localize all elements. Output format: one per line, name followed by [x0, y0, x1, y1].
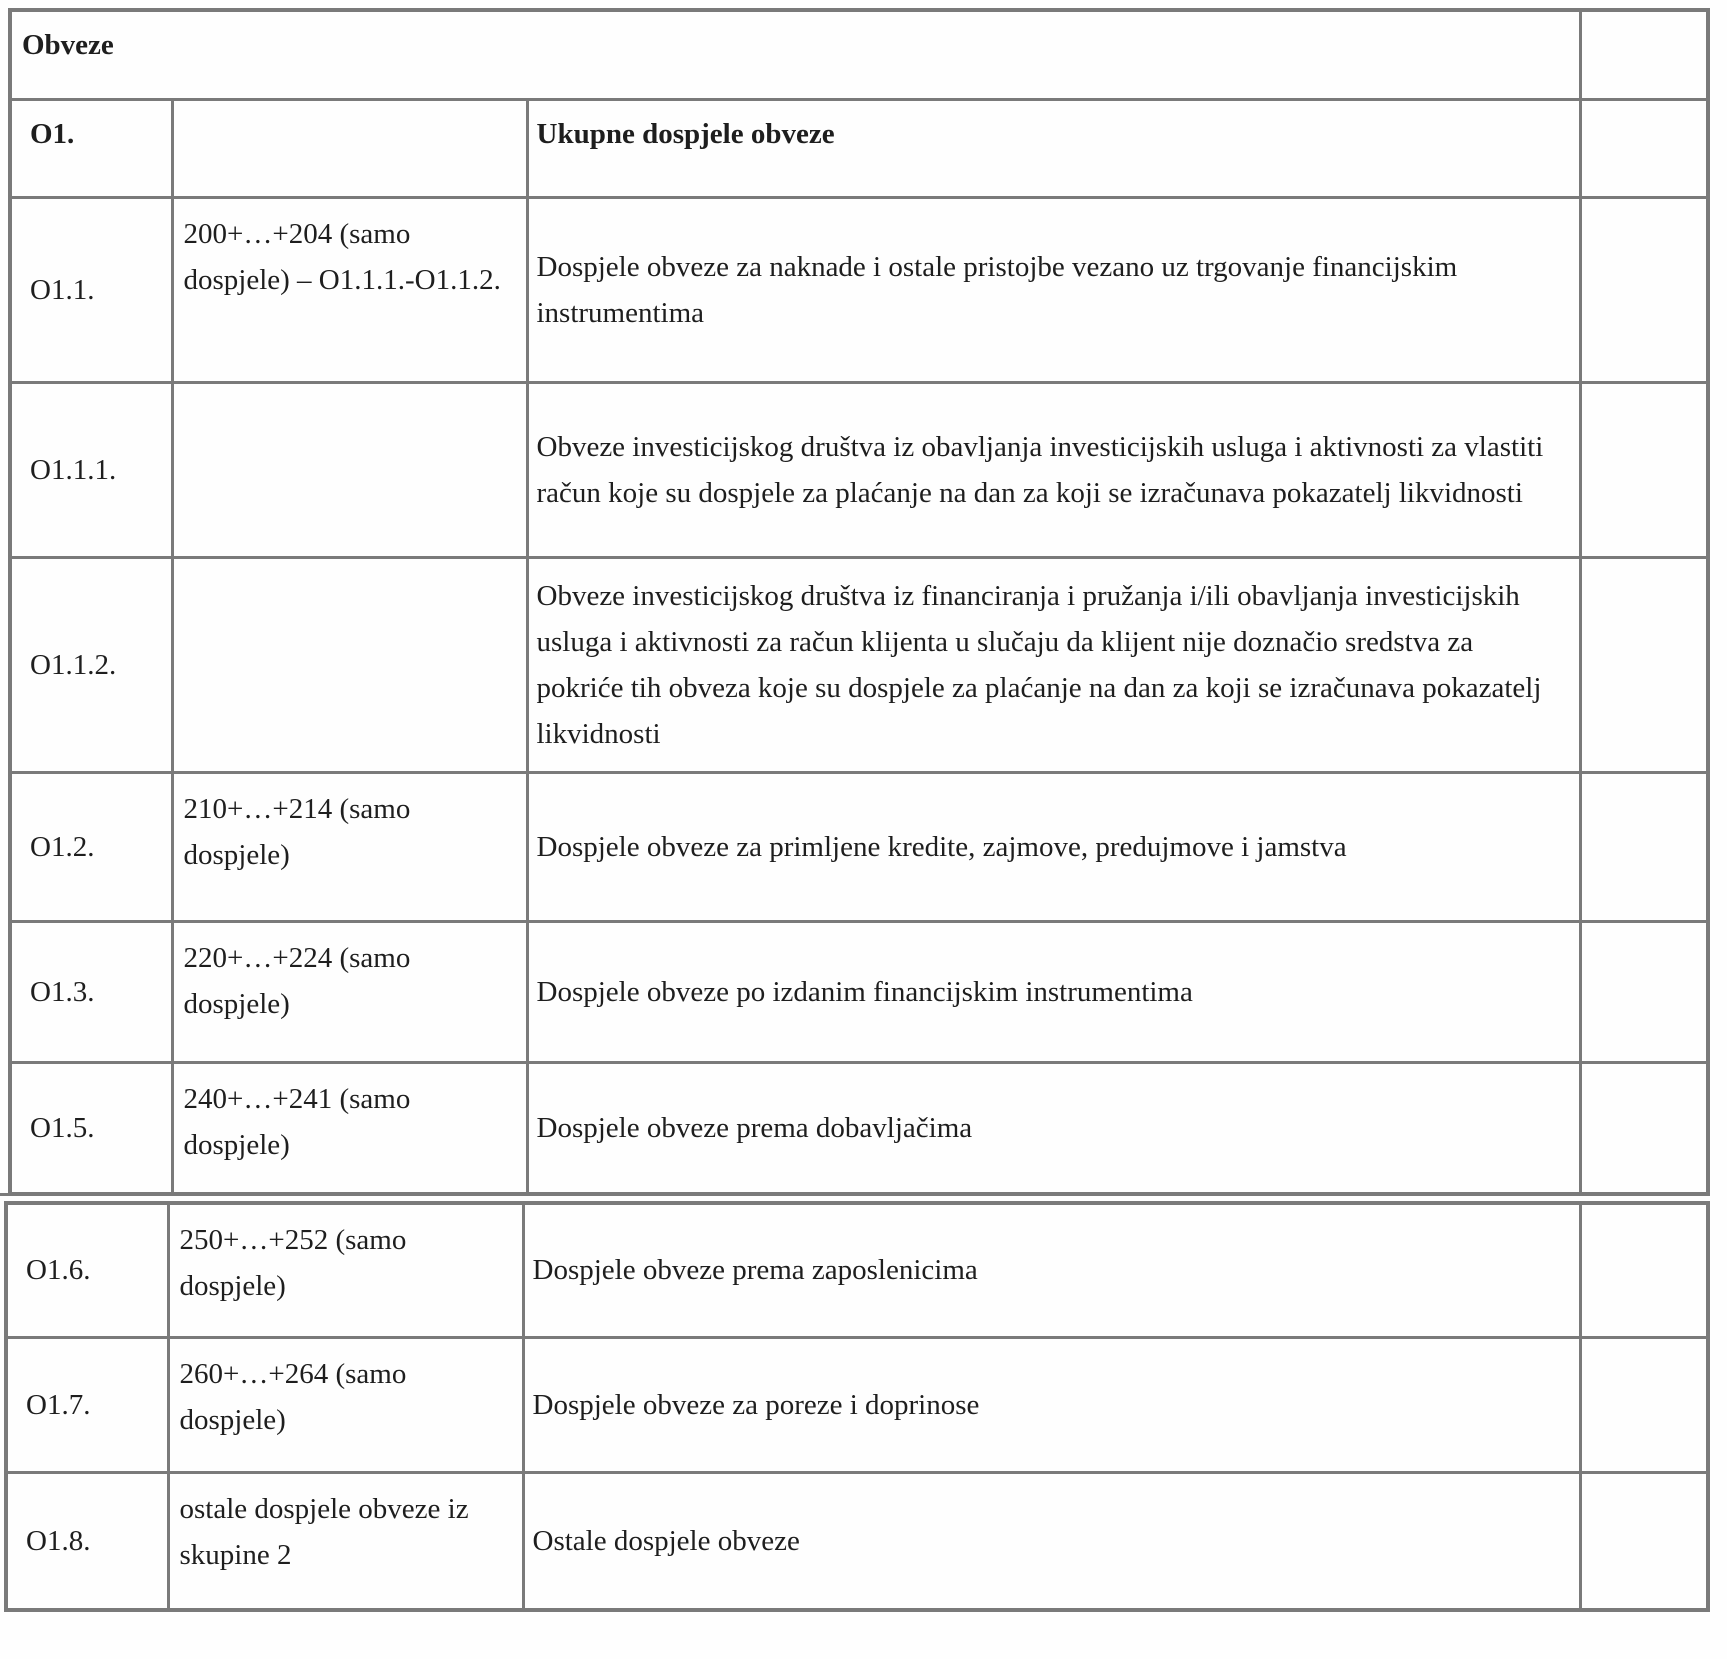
row-description-cell: Dospjele obveze za naknade i ostale pristojbe vezano uz trgovanje financijskim instrumentima — [527, 197, 1580, 382]
row-description-cell: Dospjele obveze za primljene kredite, zajmove, predujmove i jamstva — [527, 772, 1580, 921]
row-formula-cell: 210+…+214 (samo dospjele) — [172, 772, 527, 921]
table-row — [10, 921, 1708, 1062]
row-value-cell — [1580, 1337, 1708, 1472]
obveze-table-upper — [8, 8, 1710, 1196]
row-code-cell: O1.8. — [6, 1472, 168, 1610]
row-formula-cell: 260+…+264 (samo dospjele) — [168, 1337, 523, 1472]
row-description-cell: Ukupne dospjele obveze — [527, 99, 1580, 197]
section-title: Obveze — [10, 10, 1580, 99]
row-description-cell: Ostale dospjele obveze — [523, 1472, 1580, 1610]
table-row-title — [10, 10, 1708, 99]
row-code-cell: O1.2. — [10, 772, 172, 921]
table-row — [10, 99, 1708, 197]
row-code-cell: O1.1.1. — [10, 382, 172, 557]
row-formula-cell: 220+…+224 (samo dospjele) — [172, 921, 527, 1062]
table-row — [10, 557, 1708, 772]
table-row — [10, 1062, 1708, 1194]
row-formula-cell — [172, 382, 527, 557]
row-code-cell: O1.1.2. — [10, 557, 172, 772]
row-code-cell: O1.7. — [6, 1337, 168, 1472]
page-break-line — [0, 1193, 1706, 1196]
table-row — [10, 772, 1708, 921]
row-formula-cell: 250+…+252 (samo dospjele) — [168, 1203, 523, 1337]
row-value-cell — [1580, 557, 1708, 772]
row-code-cell: O1. — [10, 99, 172, 197]
row-description-cell: Dospjele obveze za poreze i doprinose — [523, 1337, 1580, 1472]
row-description-cell: Dospjele obveze prema dobavljačima — [527, 1062, 1580, 1194]
row-value-cell — [1580, 1472, 1708, 1610]
row-code-cell: O1.5. — [10, 1062, 172, 1194]
row-code-cell: O1.6. — [6, 1203, 168, 1337]
row-value-cell — [1580, 99, 1708, 197]
row-value-cell — [1580, 197, 1708, 382]
row-description-cell: Obveze investicijskog društva iz obavljanja investicijskih usluga i aktivnosti za vlastiti račun koje su dospjele za plaćanje na dan za koji se izračunava pokazatelj likvidnosti — [527, 382, 1580, 557]
row-description-cell: Obveze investicijskog društva iz financiranja i pružanja i/ili obavljanja investicijskih usluga i aktivnosti za račun klijenta u slučaju da klijent nije doznačio sredstva za pokriće tih obveza koje su dospjele za plaćanje na dan za koji se izračunava pokazatelj likvidnosti — [527, 557, 1580, 772]
row-value-cell — [1580, 1062, 1708, 1194]
row-value-cell — [1580, 382, 1708, 557]
row-value-cell — [1580, 921, 1708, 1062]
row-value-cell — [1580, 1203, 1708, 1337]
row-value-cell — [1580, 10, 1708, 99]
row-formula-cell: 200+…+204 (samo dospjele) – O1.1.1.-O1.1.2. — [172, 197, 527, 382]
row-code-cell: O1.1. — [10, 197, 172, 382]
row-formula-cell — [172, 557, 527, 772]
row-formula-cell — [172, 99, 527, 197]
table-row — [6, 1203, 1708, 1337]
obveze-table-lower — [4, 1201, 1710, 1612]
table-row — [6, 1472, 1708, 1610]
row-value-cell — [1580, 772, 1708, 921]
table-row — [10, 382, 1708, 557]
row-formula-cell: 240+…+241 (samo dospjele) — [172, 1062, 527, 1194]
row-code-cell: O1.3. — [10, 921, 172, 1062]
table-row — [6, 1337, 1708, 1472]
table-row — [10, 197, 1708, 382]
row-description-cell: Dospjele obveze po izdanim financijskim instrumentima — [527, 921, 1580, 1062]
row-description-cell: Dospjele obveze prema zaposlenicima — [523, 1203, 1580, 1337]
row-formula-cell: ostale dospjele obveze iz skupine 2 — [168, 1472, 523, 1610]
